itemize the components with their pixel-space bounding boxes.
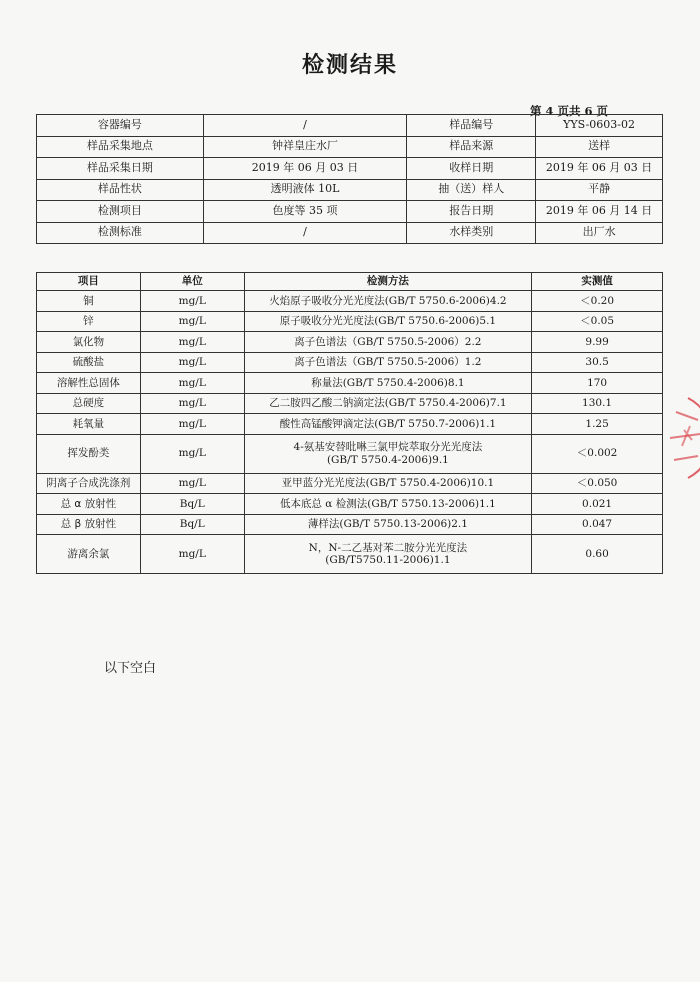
info-label: 水样类别 — [407, 222, 536, 244]
result-item: 挥发酚类 — [37, 434, 141, 473]
info-label: 报告日期 — [407, 201, 536, 223]
result-value: 0.021 — [532, 494, 663, 515]
info-row — [37, 201, 663, 223]
info-value: 钟祥皇庄水厂 — [203, 136, 407, 158]
result-method-line2: (GB/T 5750.4-2006)9.1 — [326, 453, 449, 466]
info-value: YYS-0603-02 — [536, 115, 663, 137]
result-row — [37, 332, 663, 353]
seal-icon — [670, 398, 700, 478]
result-unit: mg/L — [140, 535, 244, 574]
header-method: 检测方法 — [244, 273, 532, 291]
result-method: 低本底总 α 检测法(GB/T 5750.13-2006)1.1 — [244, 494, 532, 515]
info-label: 抽（送）样人 — [407, 179, 536, 201]
info-label: 样品编号 — [407, 115, 536, 137]
info-value: 送样 — [536, 136, 663, 158]
result-unit: mg/L — [140, 352, 244, 373]
result-value: 1.25 — [532, 414, 663, 435]
result-item: 游离余氯 — [37, 535, 141, 574]
info-value: 透明液体 10L — [203, 179, 407, 201]
info-row — [37, 115, 663, 137]
info-value: 平静 — [536, 179, 663, 201]
result-row — [37, 352, 663, 373]
result-method-line1: N，N-二乙基对苯二胺分光光度法 — [308, 541, 468, 554]
info-value: 2019 年 06 月 14 日 — [536, 201, 663, 223]
result-unit: Bq/L — [140, 514, 244, 535]
result-method — [244, 535, 532, 574]
result-value: ＜0.05 — [532, 311, 663, 332]
result-row — [37, 311, 663, 332]
result-item: 氯化物 — [37, 332, 141, 353]
results-table — [36, 272, 663, 574]
result-method-line2: (GB/T5750.11-2006)1.1 — [325, 554, 451, 566]
info-value: / — [203, 222, 407, 244]
result-unit: mg/L — [140, 414, 244, 435]
result-value: 170 — [532, 373, 663, 394]
info-label: 容器编号 — [37, 115, 204, 137]
blank-below-note: 以下空白 — [104, 661, 157, 676]
result-unit: mg/L — [140, 291, 244, 312]
result-row — [37, 393, 663, 414]
page-number: 第 4 页共 6 页 — [529, 104, 608, 118]
result-row — [37, 434, 663, 473]
result-value: 9.99 — [532, 332, 663, 353]
header-item: 项目 — [37, 273, 141, 291]
info-row — [37, 136, 663, 158]
result-value: 30.5 — [532, 352, 663, 373]
result-item: 溶解性总固体 — [37, 373, 141, 394]
official-seal-stamp — [640, 390, 700, 485]
result-item: 总 β 放射性 — [37, 514, 141, 535]
result-method: 原子吸收分光光度法(GB/T 5750.6-2006)5.1 — [244, 311, 532, 332]
result-method: 乙二胺四乙酸二钠滴定法(GB/T 5750.4-2006)7.1 — [244, 393, 532, 414]
result-item: 总 α 放射性 — [37, 494, 141, 515]
info-value: 2019 年 06 月 03 日 — [536, 158, 663, 180]
result-unit: Bq/L — [140, 494, 244, 515]
result-row — [37, 514, 663, 535]
result-method-line1: 4-氨基安替吡啉三氯甲烷萃取分光光度法 — [293, 441, 483, 454]
info-label: 样品采集日期 — [37, 158, 204, 180]
result-value: ＜0.050 — [532, 473, 663, 494]
result-unit: mg/L — [140, 434, 244, 473]
result-method: 火焰原子吸收分光光度法(GB/T 5750.6-2006)4.2 — [244, 291, 532, 312]
sample-info-table — [36, 114, 663, 244]
result-value: ＜0.002 — [532, 434, 663, 473]
header-unit: 单位 — [140, 273, 244, 291]
result-row — [37, 414, 663, 435]
info-label: 检测标准 — [37, 222, 204, 244]
result-row — [37, 473, 663, 494]
info-label: 样品采集地点 — [37, 136, 204, 158]
result-item: 阴离子合成洗涤剂 — [37, 473, 141, 494]
result-method: 亚甲蓝分光光度法(GB/T 5750.4-2006)10.1 — [244, 473, 532, 494]
result-method — [244, 434, 532, 473]
result-value: ＜0.20 — [532, 291, 663, 312]
info-value: 2019 年 06 月 03 日 — [203, 158, 407, 180]
results-header-row — [37, 273, 663, 291]
result-item: 锌 — [37, 311, 141, 332]
result-method: 称量法(GB/T 5750.4-2006)8.1 — [244, 373, 532, 394]
info-label: 样品性状 — [37, 179, 204, 201]
header-value: 实测值 — [532, 273, 663, 291]
result-unit: mg/L — [140, 311, 244, 332]
result-value: 130.1 — [532, 393, 663, 414]
result-method: 离子色谱法（GB/T 5750.5-2006）2.2 — [244, 332, 532, 353]
info-label: 检测项目 — [37, 201, 204, 223]
result-item: 硫酸盐 — [37, 352, 141, 373]
info-value: / — [203, 115, 407, 137]
result-item: 耗氧量 — [37, 414, 141, 435]
result-unit: mg/L — [140, 373, 244, 394]
info-row — [37, 222, 663, 244]
info-label: 样品来源 — [407, 136, 536, 158]
info-row — [37, 158, 663, 180]
result-method: 薄样法(GB/T 5750.13-2006)2.1 — [244, 514, 532, 535]
result-item: 总硬度 — [37, 393, 141, 414]
result-row — [37, 535, 663, 574]
info-label: 收样日期 — [407, 158, 536, 180]
result-value: 0.60 — [532, 535, 663, 574]
result-method: 离子色谱法（GB/T 5750.5-2006）1.2 — [244, 352, 532, 373]
result-unit: mg/L — [140, 393, 244, 414]
result-item: 铜 — [37, 291, 141, 312]
result-row — [37, 373, 663, 394]
info-row — [37, 179, 663, 201]
info-value: 色度等 35 项 — [203, 201, 407, 223]
info-value: 出厂水 — [536, 222, 663, 244]
page-title: 检测结果 — [301, 53, 398, 78]
result-row — [37, 291, 663, 312]
result-value: 0.047 — [532, 514, 663, 535]
result-row — [37, 494, 663, 515]
result-method: 酸性高锰酸钾滴定法(GB/T 5750.7-2006)1.1 — [244, 414, 532, 435]
result-unit: mg/L — [140, 332, 244, 353]
result-unit: mg/L — [140, 473, 244, 494]
